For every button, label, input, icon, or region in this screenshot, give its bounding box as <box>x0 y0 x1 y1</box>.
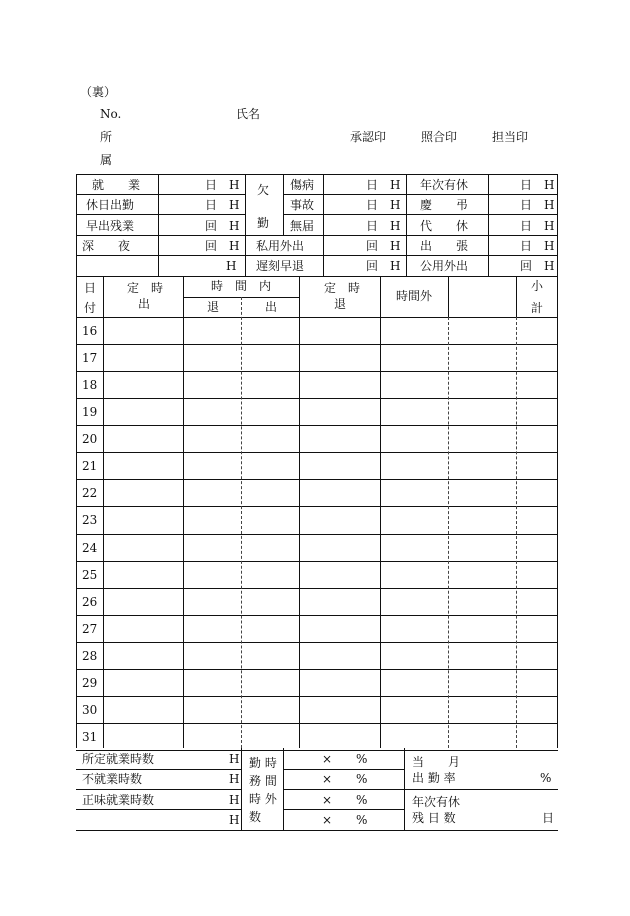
row-line <box>76 479 558 480</box>
ratio-3: × % <box>322 793 368 807</box>
side-label: （裏） <box>80 85 117 99</box>
scheduled-hours-unit: H <box>229 752 240 766</box>
overtime-count-label-2: 務 間 <box>249 774 277 788</box>
private-out-label: 私用外出 <box>256 239 305 253</box>
late-early-unit: 回 H <box>366 259 401 273</box>
row-line <box>76 425 558 426</box>
condolence-unit: 日 H <box>520 198 555 212</box>
net-hours-label: 正味就業時数 <box>82 793 155 807</box>
day-number: 28 <box>82 649 98 663</box>
day-number: 16 <box>82 324 98 338</box>
official-out-label: 公用外出 <box>420 259 469 273</box>
overtime-count-label-4: 数 <box>249 810 262 824</box>
approval-stamp-label: 承認印 <box>350 130 387 144</box>
row-line <box>76 750 558 751</box>
holiday-work-unit: 日 H <box>205 198 240 212</box>
row-line <box>76 723 558 724</box>
date-header-2: 付 <box>84 301 97 315</box>
illness-unit: 日 H <box>366 178 401 192</box>
row-line <box>76 615 558 616</box>
work-label: 就 業 <box>92 178 141 192</box>
name-label: 氏名 <box>236 107 261 121</box>
remaining-leave-label: 年次有休 <box>412 795 461 809</box>
absence-label: 欠 <box>257 183 270 197</box>
row-line <box>76 506 558 507</box>
row-line <box>76 452 558 453</box>
end-header-2: 退 <box>334 297 347 311</box>
start-header-2: 出 <box>138 297 151 311</box>
day-number: 27 <box>82 622 98 636</box>
start-header: 定 時 <box>127 281 164 295</box>
blank-hours-unit: H <box>229 813 240 827</box>
official-out-unit: 回 H <box>520 259 555 273</box>
leave-header: 退 <box>207 300 220 314</box>
annual-leave-unit: 日 H <box>520 178 555 192</box>
non-working-hours-unit: H <box>229 772 240 786</box>
month-label: 当 月 <box>412 755 461 769</box>
ratio-1: × % <box>322 752 368 766</box>
row-line <box>76 534 558 535</box>
no-label: No. <box>100 107 122 121</box>
work-unit: 日 H <box>205 178 240 192</box>
day-number: 19 <box>82 405 98 419</box>
dept-label: 所 <box>100 130 113 144</box>
day-number: 21 <box>82 459 98 473</box>
remaining-days-unit: 日 <box>542 811 555 825</box>
day-number: 23 <box>82 513 98 527</box>
row-line <box>76 398 558 399</box>
day-number: 31 <box>82 730 98 744</box>
no-notice-label: 無届 <box>290 219 315 233</box>
row-line <box>76 642 558 643</box>
end-header: 定 時 <box>324 281 361 295</box>
ratio-4: × % <box>322 813 368 827</box>
row-line <box>76 588 558 589</box>
ratio-2: × % <box>322 772 368 786</box>
overtime-unit: 回 H <box>205 219 240 233</box>
within-hours-header: 時 間 内 <box>211 279 272 293</box>
staff-stamp-label: 担当印 <box>492 130 529 144</box>
row-line <box>76 669 558 670</box>
day-number: 17 <box>82 351 98 365</box>
day-number: 25 <box>82 568 98 582</box>
day-number: 30 <box>82 703 98 717</box>
day-number: 22 <box>82 486 98 500</box>
date-header: 日 <box>84 281 97 295</box>
subtotal-header-2: 計 <box>531 301 544 315</box>
day-number: 20 <box>82 432 98 446</box>
late-early-label: 遅刻早退 <box>256 259 305 273</box>
remaining-days-label: 残 日 数 <box>412 811 456 825</box>
non-working-hours-label: 不就業時数 <box>82 772 143 786</box>
row-line <box>76 561 558 562</box>
attendance-rate-label: 出 勤 率 <box>412 771 456 785</box>
attendance-rate-unit: % <box>540 771 552 785</box>
day-number: 26 <box>82 595 98 609</box>
row-line <box>76 371 558 372</box>
overtime-header: 時間外 <box>396 289 433 303</box>
blank-unit: H <box>226 259 237 273</box>
scheduled-hours-label: 所定就業時数 <box>82 752 155 766</box>
business-trip-unit: 日 H <box>520 239 555 253</box>
overtime-label: 早出残業 <box>86 219 135 233</box>
overtime-count-label-3: 時 外 <box>249 792 277 806</box>
comp-leave-label: 代 休 <box>420 219 469 233</box>
holiday-work-label: 休日出勤 <box>86 198 135 212</box>
dept-label-2: 属 <box>100 153 113 167</box>
annual-leave-label: 年次有休 <box>420 178 469 192</box>
subtotal-header: 小 <box>531 279 544 293</box>
night-unit: 回 H <box>205 239 240 253</box>
comp-leave-unit: 日 H <box>520 219 555 233</box>
condolence-label: 慶 弔 <box>420 198 469 212</box>
private-out-unit: 回 H <box>366 239 401 253</box>
night-label: 深 夜 <box>82 239 131 253</box>
row-line <box>76 696 558 697</box>
day-number: 29 <box>82 676 98 690</box>
overtime-count-label-1: 勤 時 <box>249 756 277 770</box>
illness-label: 傷病 <box>290 178 315 192</box>
day-number: 24 <box>82 541 98 555</box>
absence-label-2: 勤 <box>257 216 270 230</box>
row-line <box>76 344 558 345</box>
accident-label: 事故 <box>290 198 315 212</box>
net-hours-unit: H <box>229 793 240 807</box>
return-header: 出 <box>265 300 278 314</box>
accident-unit: 日 H <box>366 198 401 212</box>
business-trip-label: 出 張 <box>420 239 469 253</box>
check-stamp-label: 照合印 <box>421 130 458 144</box>
no-notice-unit: 日 H <box>366 219 401 233</box>
day-number: 18 <box>82 378 98 392</box>
